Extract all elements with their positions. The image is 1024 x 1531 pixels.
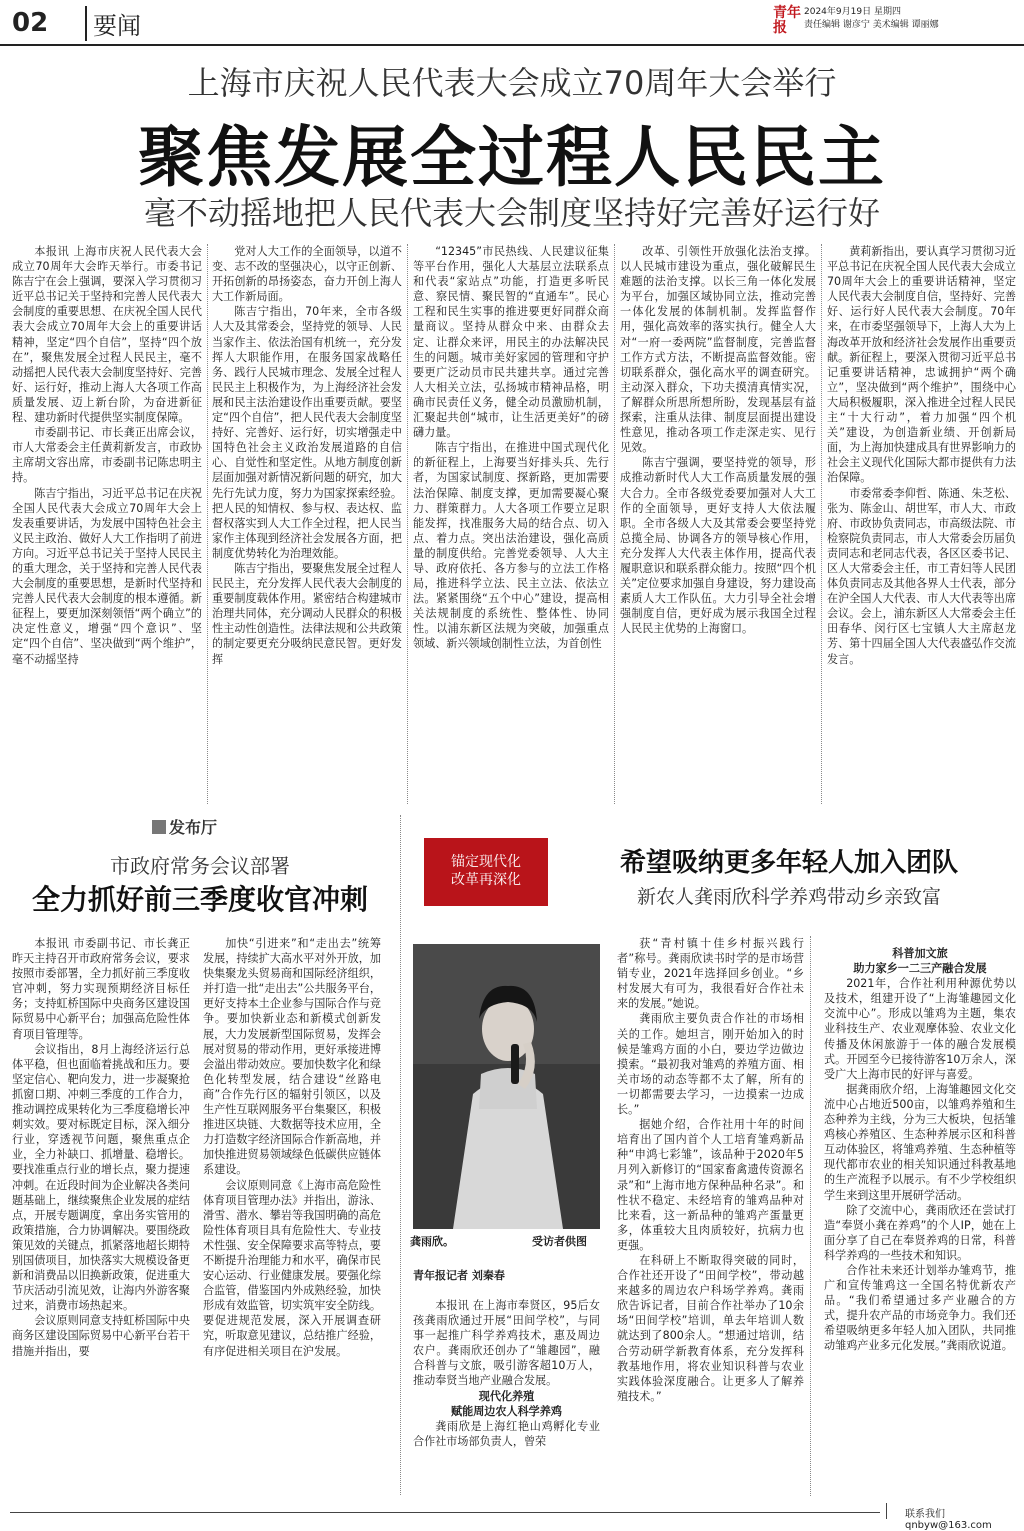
paragraph: 陈吉宁指出，习近平总书记在庆祝全国人民代表大会成立70周年大会上发表重要讲话，为发展中国特色社会主义民主政治、做好人大工作指明了前进方向。习近平总书记关于坚持人民民主的重大理念，关于坚持和完善人民代表大会制度的重要思想，是新时代坚持和完善人民代表大会制度的根本遵循。新征程上，要更加深刻领悟“两个确立”的决定性意义，增强“四个意识”、坚定“四个自信”、坚决做到“两个维护”，毫不动摇坚持	[12, 486, 202, 666]
article1-subtitle: 毫不动摇地把人民代表大会制度坚持好完善好运行好	[143, 194, 880, 232]
series-badge: 锚定现代化 改革再深化	[424, 838, 548, 906]
paragraph: 加快“引进来”和“走出去”统筹发展，持续扩大高水平对外开放，加快集聚龙头贸易商和国际经济组织，并打造一批“走出去”公共服务平台，更好支持本土企业参与国际合作与竞争。要加快新业态和新模式创新发展，大力发展新型国际贸易，发挥会展对贸易的带动作用，更好承接进博会溢出带动效应。要加快数字化和绿色化转型发展，结合建设“丝路电商”合作先行区的辐射引领区，以及生产性互联网服务平台集聚区，积极推进区块链、大数据等技术应用，全力打造数字经济国际合作新高地，并加快推进贸易领域绿色低碳供应链体系建设。	[203, 937, 381, 1177]
paragraph: 合作社未来还计划举办雏鸡节，推广和宣传雏鸡这一全国名特优新农产品。“我们希望通过多产业融合的方式，提升农产品的市场竞争力。我们还希望吸纳更多年轻人加入团队，共同推动雏鸡产业多元化发展。”龚雨欣说道。	[824, 1263, 1016, 1353]
article2-column-1	[12, 936, 190, 1498]
paragraph: 会议指出，8月上海经济运行总体平稳，但也面临着挑战和压力。要坚定信心、靶向发力，进一步凝聚抢抓窗口期、冲刺三季度的工作合力，推动调控成果转化为三季度稳增长冲刺实效。要对标既定目标，深入细分行业，穿透视节问题，聚焦重点企业，全力补缺口、抓增量、稳增长。要找准重点行业的增长点，聚力提速冲刺。在近段时间为企业解决各类问题基础上，继续聚焦企业发展的症结点，开展专题调度，拿出务实管用的政策措施，合力协调解决。要围绕政策见效的关键点，抓紧落地超长期特别国债项目，加快落实大规模设备更新和消费品以旧换新政策，促进重大节庆活动引流见效，让海内外游客聚过来，消费市场热起来。	[12, 1042, 190, 1313]
article3-column-2	[617, 936, 804, 1498]
paragraph: 市委常委李仰哲、陈通、朱芝松、张为、陈金山、胡世军，市人大、市政府、市政协负责同志，市高级法院、市检察院负责同志，市人大常委会历届负责同志和老同志代表，各区区委书记、区人大常委会主任，市工青妇等人民团体负责同志及其他各界人士代表，部分在沪全国人大代表、市人大代表等出席会议。会上，浦东新区人大常委会主任田春华、闵行区七宝镇人大主席赵龙芳、第十四届全国人大代表盛弘作交流发言。	[827, 486, 1016, 666]
byline: 青年报记者 刘秦春	[413, 1269, 505, 1282]
article1-column-3	[413, 244, 609, 807]
article3-column-3	[824, 946, 1016, 1498]
paragraph: 本报讯 市委副书记、市长龚正昨天主持召开市政府常务会议，要求按照市委部署，全力抓好前三季度收官冲刺，努力实现预期经济目标任务；支持虹桥国际中央商务区建设国际贸易中心新平台；加强高危险性体育项目管理等。	[12, 937, 190, 1041]
article3-subtitle: 新农人龚雨欣科学养鸡带动乡亲致富	[636, 886, 941, 908]
paragraph: 陈吉宁指出，要聚焦发展全过程人民民主，充分发挥人民代表大会制度的重要制度载体作用。紧密结合构建城市治理共同体，充分调动人民群众的积极性主动性创造性。法律法规和公共政策的制定要更充分吸纳民意民智。更好发挥	[212, 561, 402, 666]
paragraph: “12345”市民热线、人民建议征集等平台作用，强化人大基层立法联系点和代表“家站点”功能，打造更多听民意、察民情、聚民智的“直通车”。民心工程和民生实事的推进要更好同群众商量商议。坚持从群众中来、由群众去定、让群众来评，用民主的办法解决民生的问题。城市美好家园的管理和守护要更广泛动员市民共建共享。通过完善人大相关立法，弘扬城市精神品格，明确市民责任义务，健全动员激励机制，汇聚起共创“城市，让生活更美好”的磅礴力量。	[413, 245, 609, 440]
paragraph: 改革、引领性开放强化法治支撑。以人民城市建设为重点，强化破解民生难题的法治支撑。以长三角一体化发展为平台，加强区域协同立法，推动完善一体化发展的体制机制。发挥监督作用，强化高效率的落实执行。健全人大对“一府一委两院”监督制度，完善监督工作方式方法，不断提高监督效能。密切联系群众，强化高水平的调查研究。主动深入群众，下功夫摸清真情实况，了解群众所思所想所盼，发现基层有益探索，注重从法律、制度层面提出建设性意见，推动各项工作走深走实、见行见效。	[620, 245, 816, 455]
paragraph: 据她介绍，合作社用十年的时间培育出了国内首个人工培育雏鸡新品种“申鸿七彩雏”，该品种于2020年5月列入新修订的“国家畜禽遗传资源名录”和“上海市地方保种品种名录”。和性状不稳定、未经培育的雏鸡品种对比来看，这一新品种的雏鸡产蛋量更多，体重较大且肉质较好，抗病力也更强。	[617, 1118, 804, 1252]
newspaper-logo: 青年报	[773, 5, 801, 36]
paragraph: 陈吉宁指出，在推进中国式现代化的新征程上，上海要当好排头兵、先行者，为国家试制度、探新路，更加需要法治保障、制度支撑，更加需要凝心聚力、群策群力。人大各项工作要立足职能发挥，找准服务大局的结合点、切入点、着力点。突出法治建设，强化高质量的制度供给。完善党委领导、人大主导、政府依托、各方参与的立法工作格局，推进科学立法、民主立法、依法立法。紧紧围绕“五个中心”建设，提高相关法规制度的系统性、整体性、协同性。以浦东新区法规为突破，加强重点领域、新兴领域创制性立法，为首创性	[413, 441, 609, 651]
section-name: 要闻	[85, 6, 141, 41]
subheading: 赋能周边农人科学养鸡	[451, 1404, 562, 1418]
article1-title: 聚焦发展全过程人民民主	[138, 119, 886, 196]
article2-column-2	[203, 936, 381, 1498]
page-footer	[0, 1500, 1024, 1531]
subheading: 助力家乡一二三产融合发展	[853, 962, 987, 976]
date-info	[804, 6, 939, 32]
article2-title: 全力抓好前三季度收官冲刺	[31, 883, 368, 916]
paragraph: 龚雨欣是上海红艳山鸡孵化专业合作社市场部负责人，曾荣	[413, 1419, 600, 1448]
paragraph: 龚雨欣主要负责合作社的市场相关的工作。她坦言，刚开始加入的时候是雏鸡方面的小白，要边学边做边摸索。“最初我对雏鸡的养殖方面、相关市场的动态等都不太了解，所有的一切都需要去学习，一边摸索一边成长。”	[617, 1012, 804, 1117]
paragraph: 市委副书记、市长龚正出席会议，市人大常委会主任黄莉新发言，市政协主席胡文容出席，市委副书记陈忠明主持。	[12, 426, 202, 485]
page-header	[0, 0, 1024, 46]
editors: 责任编辑 谢彦宁 美术编辑 谭丽娜	[804, 20, 939, 30]
square-icon	[152, 820, 166, 834]
article1-column-1	[12, 244, 202, 807]
page-number: 02	[12, 8, 49, 38]
kicker-label: 发布厅	[152, 815, 217, 838]
paragraph: 会议原则同意支持虹桥国际中央商务区建设国际贸易中心新平台若干措施并指出，要	[12, 1314, 190, 1358]
portrait-photo	[413, 944, 600, 1229]
article1-supertitle: 上海市庆祝人民代表大会成立70周年大会举行	[187, 64, 837, 102]
paragraph: 获“青村镇十佳乡村振兴践行者”称号。龚雨欣读书时学的是市场营销专业，2021年选择回乡创业。“乡村发展大有可为，我很看好合作社未来的发展。”她说。	[617, 937, 804, 1011]
subheading: 科普加文旅	[892, 947, 948, 960]
article1-column-5	[827, 244, 1016, 807]
photo-credit: 受访者供图	[532, 1235, 587, 1248]
paragraph: 除了交流中心，龚雨欣还在尝试打造“奉贤小龚在养鸡”的个人IP，她在上面分享了自己在奉贤养鸡的日常，科普科学养鸡的一些技术和知识。	[824, 1203, 1016, 1262]
paragraph: 陈吉宁指出，70年来，全市各级人大及其常委会，坚持党的领导、人民当家作主、依法治国有机统一，充分发挥人大职能作用，在服务国家战略任务、践行人民城市理念、发展全过程人民民主上积极作为，为上海经济社会发展和民主法治建设作出重要贡献。要坚定“四个自信”，把人民代表大会制度坚持好、完善好、运行好，切实增强走中国特色社会主义政治发展道路的自信心、自觉性和坚定性。从地方制度创新层面加强对新情况新问题的研究，加大先行先试力度，努力为国家探索经验。把人民的知情权、参与权、表达权、监督权落实到人大工作全过程，把人民当家作主体现到经济社会发展各方面，把制度优势转化为治理效能。	[212, 305, 402, 560]
paragraph: 在科研上不断取得突破的同时，合作社还开设了“田间学校”，带动越来越多的周边农户科场学养鸡。龚雨欣告诉记者，目前合作社举办了10余场“田间学校”培训，单去年培训人数就达到了800余人。“想通过培训，结合劳动研学新教育体系，充分发挥科教基地作用，将农业知识科普与农业实践体验深度融合。让更多人了解养殖技术。”	[617, 1253, 804, 1403]
paragraph: 会议原则同意《上海市高危险性体育项目管理办法》并指出，游泳、滑雪、潜水、攀岩等我国明确的高危险性体育项目具有危险性大、专业技术性强、安全保障要求高等特点，要不断提升治理能力和水平，确保市民安心运动、行业健康发展。要强化综合监管，借鉴国内外成熟经验，加快形成有效监管，切实筑牢安全防线。要促进规范发展，深入开展调查研究，听取意见建议，总结推广经验，有序促进相关项目在沪发展。	[203, 1178, 381, 1358]
paragraph: 据龚雨欣介绍，上海雏趣园文化交流中心占地近500亩，以雏鸡养殖和生态种养为主线，分为三大板块，包括雏鸡核心养殖区、生态种养展示区和科普互动体验区，将雏鸡养殖、生态种植等现代都市农业的相关知识通过科教基地的生产流程予以展示。有不少学校组织学生来到这里开展研学活动。	[824, 1082, 1016, 1202]
article3-column-1-bottom	[413, 1298, 600, 1498]
paragraph: 陈吉宁强调，要坚持党的领导，形成推动新时代人大工作高质量发展的强大合力。全市各级党委要加强对人大工作的全面领导，更好支持人大依法履职。全市各级人大及其常委会要坚持党总揽全局、协调各方的领导核心作用，充分发挥人大代表主体作用，提高代表履职意识和联系群众能力。按照“四个机关”定位要求加强自身建设，努力建设高素质人大工作队伍。大力引导全社会增强制度自信，更好成为展示我国全过程人民民主优势的上海窗口。	[620, 456, 816, 636]
issue-date: 2024年9月19日 星期四	[804, 7, 901, 17]
article2-supertitle: 市政府常务会议部署	[110, 854, 290, 878]
paragraph: 黄莉新指出，要认真学习贯彻习近平总书记在庆祝全国人民代表大会成立70周年大会上的重要讲话精神，坚定人民代表大会制度自信，坚持好、完善好、运行好人民代表大会制度。70年来，在市委坚强领导下，上海人大为上海改革开放和经济社会发展作出重要贡献。新征程上，要深入贯彻习近平总书记重要讲话精神，忠诚拥护“两个确立”，坚决做到“两个维护”，围绕中心大局积极履职，深入推进全过程人民民主“十大行动”，着力加强“四个机关”建设，为创造新业绩、开创新局面，为上海加快建成具有世界影响力的社会主义现代化国际大都市提供有力法治保障。	[827, 245, 1016, 485]
article1-column-2	[212, 244, 402, 807]
article1-column-4	[620, 244, 816, 807]
subheading: 现代化养殖	[478, 1389, 535, 1403]
paragraph: 党对人大工作的全面领导，以道不变、志不改的坚强决心，以守正创新、开拓创新的昂扬姿态，奋力开创上海人大工作新局面。	[212, 245, 402, 304]
paragraph: 本报讯 在上海市奉贤区，95后女孩龚雨欣通过开展“田间学校”，与同事一起推广科学养鸡技术，惠及周边农户。龚雨欣还创办了“雏趣园”，融合科普与文旅，吸引游客超10万人，推动奉贤当地产业融合发展。	[413, 1299, 600, 1388]
paragraph: 2021年，合作社利用种源优势以及技术，组建开设了“上海雏趣园文化交流中心”。形成以雏鸡为主题，集农业科技生产、农业观摩体验、农业文化传播及休闲旅游于一体的融合发展模式。开园至今已接待游客10万余人，深受广大上海市民的好评与喜爱。	[824, 977, 1016, 1081]
article3-title: 希望吸纳更多年轻人加入团队	[619, 848, 958, 878]
paragraph: 本报讯 上海市庆祝人民代表大会成立70周年大会昨天举行。市委书记陈吉宁在会上强调，要深入学习贯彻习近平总书记关于坚持和完善人民代表大会制度的重要思想、在庆祝全国人民代表大会成立70周年大会上的重要讲话精神，坚定“四个自信”，坚持“四个放在”，聚焦发展全过程人民民主，毫不动摇把人民代表大会制度坚持好、完善好、运行好，推动上海人大各项工作高质量发展、迈上新台阶，为奋进新征程、建功新时代提供坚实制度保障。	[12, 245, 202, 425]
photo-caption: 龚雨欣。	[410, 1235, 454, 1248]
contact-email: 联系我们 qnbyw@163.com	[905, 1509, 992, 1531]
